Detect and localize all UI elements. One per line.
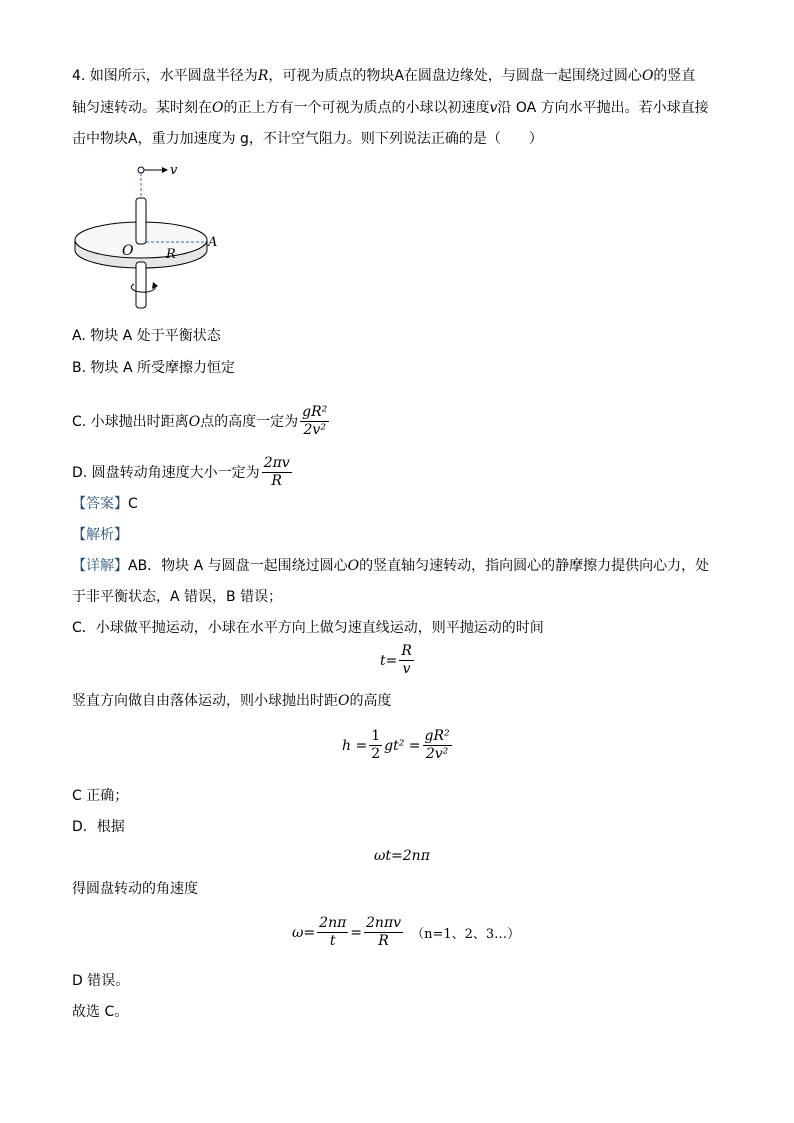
equation-fraction-1 (317, 915, 348, 950)
fraction-denominator: 2 (371, 746, 381, 762)
detail-c-line (72, 618, 544, 638)
equation-lhs: h = (342, 737, 368, 754)
fraction-numerator: gR² (302, 404, 328, 420)
equation-mid: gt² = (384, 737, 421, 754)
question-text: 沿 OA 方向水平抛出。若小球直接 (497, 100, 709, 116)
equation-fraction (423, 728, 452, 763)
label-R: R (166, 247, 176, 262)
fraction-denominator: v (402, 661, 411, 677)
option-C-text: C. 小球抛出时距离 (72, 413, 189, 430)
option-C-fraction (300, 404, 329, 439)
detail-text: 于非平衡状态，A 错误，B 错误； (72, 589, 283, 605)
equation-fraction-2 (364, 915, 403, 950)
fraction-numerator: gR² (424, 728, 450, 744)
d-wrong-line (72, 971, 129, 991)
fraction-numerator: R (401, 643, 412, 659)
d-line-2 (72, 879, 198, 899)
option-B (72, 358, 235, 378)
fraction-denominator: t (329, 933, 336, 949)
fraction-denominator: R (271, 473, 282, 489)
option-B-text: B. 物块 A 所受摩擦力恒定 (72, 360, 235, 376)
fraction-numerator: 2nπv (366, 915, 402, 931)
answer-label: 【答案】 (72, 496, 128, 512)
equals-sign: = (350, 924, 363, 941)
detail-c-line-2 (72, 691, 391, 711)
fraction-denominator: 2v² (303, 422, 326, 438)
fraction-denominator: 2v² (425, 746, 449, 762)
equation-time (380, 643, 416, 678)
label-O: O (122, 243, 134, 259)
option-C (72, 404, 331, 439)
question-text: 的竖直 (653, 68, 696, 84)
c-correct-line (72, 786, 128, 806)
detail-text: 得圆盘转动的角速度 (72, 881, 198, 897)
detail-text: D 错误。 (72, 973, 130, 989)
answer-value: C (128, 496, 138, 512)
option-C-text: 点的高度一定为 (200, 413, 299, 430)
question-number: 4. (72, 68, 86, 84)
ball-icon (138, 167, 144, 173)
equation-text: ωt=2nπ (374, 848, 430, 864)
fraction-numerator: 1 (371, 728, 381, 744)
symbol-R: R (257, 68, 269, 84)
detail-line-2 (72, 587, 282, 607)
option-D-text: D. 圆盘转动角速度大小一定为 (72, 464, 260, 481)
fraction-numerator: 2πv (263, 455, 290, 471)
question-line-2 (72, 98, 709, 118)
question-text: 轴匀速转动。某时刻在 (72, 100, 212, 116)
detail-text: C 正确； (72, 788, 129, 804)
equation-angle (374, 848, 430, 864)
option-A (72, 326, 221, 346)
question-line-3 (72, 129, 543, 149)
detail-text: C．小球做平抛运动，小球在水平方向上做匀速直线运动，则平抛运动的时间 (72, 620, 544, 636)
question-text: ，可视为质点的物块A在圆盘边缘处，与圆盘一起围绕过圆心 (268, 68, 642, 84)
velocity-arrow-icon (162, 167, 168, 173)
symbol-v: v (489, 100, 498, 116)
detail-text: 的竖直轴匀速转动，指向圆心的静摩擦力提供向心力，处 (359, 558, 710, 574)
label-v: v (170, 163, 178, 178)
equation-note: （n=1、2、3…） (411, 927, 521, 942)
label-A: A (208, 235, 218, 250)
equation-height (342, 728, 454, 763)
rotating-disk-figure (70, 162, 220, 312)
detail-text: 故选 C。 (72, 1004, 129, 1020)
analysis-label: 【解析】 (72, 527, 128, 543)
detail-text: 竖直方向做自由落体运动，则小球抛出时距 (72, 693, 338, 709)
question-line-1 (72, 66, 695, 86)
d-line (72, 817, 125, 837)
equation-half (369, 728, 382, 763)
detail-text: 的高度 (349, 693, 392, 709)
question-text: 如图所示，水平圆盘半径为 (89, 68, 258, 84)
detail-text: D．根据 (72, 819, 125, 835)
question-text: 击中物块A，重力加速度为 g，不计空气阻力。则下列说法正确的是（ ） (72, 131, 543, 147)
detail-text: AB．物块 A 与圆盘一起围绕过圆心 (128, 558, 348, 574)
option-A-text: A. 物块 A 处于平衡状态 (72, 328, 221, 344)
equation-omega (292, 915, 520, 950)
symbol-O: O (188, 413, 201, 430)
final-line (72, 1002, 128, 1022)
fraction-numerator: 2nπ (319, 915, 347, 931)
answer-line (72, 494, 138, 514)
detail-label: 【详解】 (72, 558, 128, 574)
symbol-O: O (641, 68, 654, 84)
equation-lhs: t= (380, 652, 398, 669)
analysis-heading (72, 525, 128, 545)
option-D (72, 455, 294, 490)
question-text: 的正上方有一个可视为质点的小球以初速度 (223, 100, 490, 116)
equation-fraction (399, 643, 414, 678)
fraction-denominator: R (378, 933, 389, 949)
equation-lhs: ω= (292, 924, 316, 941)
symbol-O: O (212, 100, 224, 116)
option-D-fraction (262, 455, 292, 490)
symbol-O: O (347, 558, 360, 574)
symbol-O: O (338, 693, 350, 709)
detail-line-1 (72, 556, 709, 576)
